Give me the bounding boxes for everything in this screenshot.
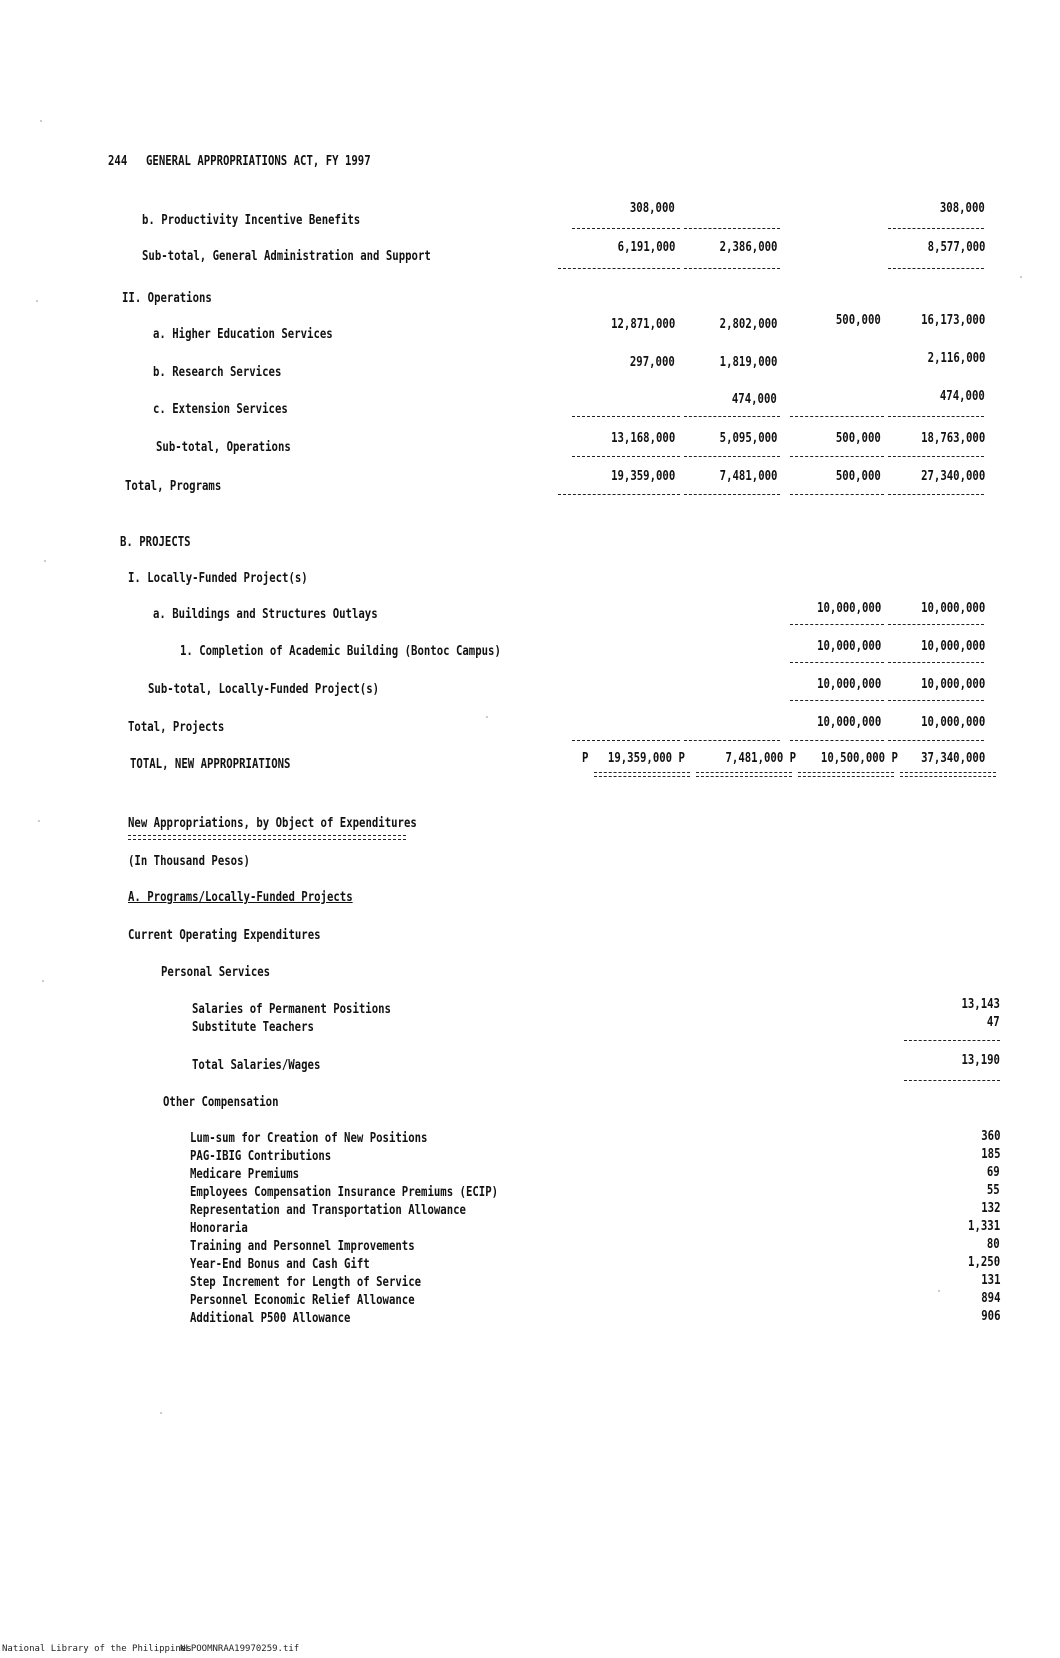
rule [790, 740, 884, 741]
list-item-value: 1,250 [967, 1255, 1000, 1270]
row-projects-label: B. PROJECTS [120, 535, 191, 550]
row-research-c1: 297,000 [630, 355, 675, 370]
rule [888, 456, 984, 457]
row-extension-c2: 474,000 [732, 392, 777, 407]
row-total-projects-label: Total, Projects [128, 720, 225, 735]
rule [558, 268, 680, 269]
row-research-c2: 1,819,000 [719, 355, 777, 370]
list-item-label: Honoraria [190, 1221, 248, 1236]
row-total-programs-c2: 7,481,000 [719, 469, 777, 484]
rule [684, 740, 780, 741]
row-subtotal-gas-label: Sub-total, General Administration and Support [142, 249, 431, 264]
list-item-label: Employees Compensation Insurance Premiums (ECIP) [190, 1185, 499, 1200]
salaries-value: 13,143 [961, 997, 1000, 1012]
row-subtotal-ops-label: Sub-total, Operations [156, 440, 291, 455]
rule [790, 494, 884, 495]
row-buildings-label: a. Buildings and Structures Outlays [153, 607, 378, 622]
other-compensation-label: Other Compensation [163, 1095, 279, 1110]
scan-speck [938, 1290, 940, 1292]
row-subtotal-ops-c2: 5,095,000 [719, 431, 777, 446]
rule [572, 740, 680, 741]
rule [558, 494, 680, 495]
scan-speck [160, 1412, 162, 1414]
row-total-programs-c3: 500,000 [836, 469, 881, 484]
rule [888, 494, 984, 495]
footer-filename: NLPOOMNRAA19970259.tif [180, 1644, 300, 1654]
rule [684, 228, 780, 229]
page-number: 244 [108, 154, 128, 169]
row-extension-c4: 474,000 [940, 389, 985, 404]
rule [904, 1040, 1000, 1041]
row-operations-label: II. Operations [122, 291, 212, 306]
row-completion-c3: 10,000,000 [816, 639, 881, 654]
total-salaries-value: 13,190 [961, 1053, 1000, 1068]
list-item-value: 131 [980, 1273, 1000, 1288]
list-item-value: 894 [980, 1291, 1000, 1306]
rule [684, 268, 780, 269]
row-completion-c4: 10,000,000 [920, 639, 985, 654]
rule [888, 662, 984, 663]
row-subtotal-gas-c2: 2,386,000 [719, 240, 777, 255]
substitute-value: 47 [987, 1015, 1000, 1030]
rule [684, 494, 780, 495]
row-subtotal-ops-c1: 13,168,000 [610, 431, 675, 446]
object-section-unit: (In Thousand Pesos) [128, 854, 250, 869]
personal-services-label: Personal Services [161, 965, 271, 980]
rule [888, 268, 984, 269]
row-productivity-label: b. Productivity Incentive Benefits [142, 213, 361, 228]
list-item-value: 132 [980, 1201, 1000, 1216]
scan-speck [42, 980, 44, 982]
total-salaries-label: Total Salaries/Wages [192, 1058, 321, 1073]
rule [790, 416, 884, 417]
rule [790, 662, 884, 663]
list-item-value: 80 [987, 1237, 1000, 1252]
list-item-value: 1,331 [967, 1219, 1000, 1234]
list-item-label: Personnel Economic Relief Allowance [190, 1293, 415, 1308]
rule [684, 416, 780, 417]
rule [684, 456, 780, 457]
row-total-programs-c4: 27,340,000 [920, 469, 985, 484]
scan-speck [36, 300, 38, 302]
list-item-label: Training and Personnel Improvements [190, 1239, 415, 1254]
row-subtotal-lfp-c4: 10,000,000 [920, 677, 985, 692]
rule [572, 456, 680, 457]
scan-speck [38, 820, 40, 822]
row-research-label: b. Research Services [153, 365, 282, 380]
row-subtotal-ops-c4: 18,763,000 [920, 431, 985, 446]
rule [888, 740, 984, 741]
row-higher-ed-c2: 2,802,000 [719, 317, 777, 332]
row-total-new-label: TOTAL, NEW APPROPRIATIONS [130, 757, 291, 772]
row-subtotal-gas-c4: 8,577,000 [927, 240, 985, 255]
list-item-value: 906 [980, 1309, 1000, 1324]
row-higher-ed-label: a. Higher Education Services [153, 327, 333, 342]
row-subtotal-ops-c3: 500,000 [836, 431, 881, 446]
salaries-label: Salaries of Permanent Positions [192, 1002, 391, 1017]
row-total-new-c1: 19,359,000 P [607, 751, 685, 766]
row-locally-funded-label: I. Locally-Funded Project(s) [128, 571, 308, 586]
list-item-value: 55 [987, 1183, 1000, 1198]
list-item-label: Medicare Premiums [190, 1167, 300, 1182]
rule [888, 700, 984, 701]
scan-speck [44, 560, 46, 562]
row-subtotal-lfp-c3: 10,000,000 [816, 677, 881, 692]
rule [888, 624, 984, 625]
row-total-new-c3: 10,500,000 P [820, 751, 898, 766]
double-rule [900, 772, 996, 777]
scan-speck [40, 120, 42, 122]
list-item-label: Step Increment for Length of Service [190, 1275, 422, 1290]
double-rule [594, 772, 690, 777]
list-item-value: 360 [980, 1129, 1000, 1144]
row-research-c4: 2,116,000 [927, 351, 985, 366]
scan-speck [486, 716, 488, 718]
row-total-new-c4: 37,340,000 [920, 751, 985, 766]
rule [572, 416, 680, 417]
row-total-programs-c1: 19,359,000 [610, 469, 675, 484]
row-extension-label: c. Extension Services [153, 402, 288, 417]
row-total-new-c2: 7,481,000 P [725, 751, 796, 766]
double-rule [128, 835, 406, 840]
rule [790, 700, 884, 701]
list-item-value: 69 [987, 1165, 1000, 1180]
rule [904, 1080, 1000, 1081]
row-total-projects-c3: 10,000,000 [816, 715, 881, 730]
substitute-label: Substitute Teachers [192, 1020, 314, 1035]
row-buildings-c3: 10,000,000 [816, 601, 881, 616]
row-higher-ed-c3: 500,000 [836, 313, 881, 328]
row-productivity-c1: 308,000 [630, 201, 675, 216]
row-completion-label: 1. Completion of Academic Building (Bontoc Campus) [180, 644, 501, 659]
list-item-label: PAG-IBIG Contributions [190, 1149, 332, 1164]
row-productivity-c4: 308,000 [940, 201, 985, 216]
rule [790, 624, 884, 625]
double-rule [798, 772, 894, 777]
rule [888, 228, 984, 229]
peso-sign: P [582, 751, 589, 766]
page-title: GENERAL APPROPRIATIONS ACT, FY 1997 [146, 154, 371, 169]
list-item-label: Year-End Bonus and Cash Gift [190, 1257, 370, 1272]
list-item-label: Lum-sum for Creation of New Positions [190, 1131, 428, 1146]
row-higher-ed-c4: 16,173,000 [920, 313, 985, 328]
double-rule [696, 772, 792, 777]
list-item-label: Additional P500 Allowance [190, 1311, 351, 1326]
row-total-projects-c4: 10,000,000 [920, 715, 985, 730]
rule [790, 456, 884, 457]
current-operating-label: Current Operating Expenditures [128, 928, 321, 943]
row-subtotal-lfp-label: Sub-total, Locally-Funded Project(s) [148, 682, 380, 697]
footer-library: National Library of the Philippines [2, 1644, 192, 1654]
row-subtotal-gas-c1: 6,191,000 [617, 240, 675, 255]
row-higher-ed-c1: 12,871,000 [610, 317, 675, 332]
row-buildings-c4: 10,000,000 [920, 601, 985, 616]
rule [888, 416, 984, 417]
list-item-value: 185 [980, 1147, 1000, 1162]
object-section-title: New Appropriations, by Object of Expenditures [128, 816, 417, 831]
scan-speck [1020, 276, 1022, 278]
row-total-programs-label: Total, Programs [125, 479, 222, 494]
rule [572, 228, 680, 229]
object-section-subhead: A. Programs/Locally-Funded Projects [128, 890, 353, 905]
list-item-label: Representation and Transportation Allowance [190, 1203, 466, 1218]
